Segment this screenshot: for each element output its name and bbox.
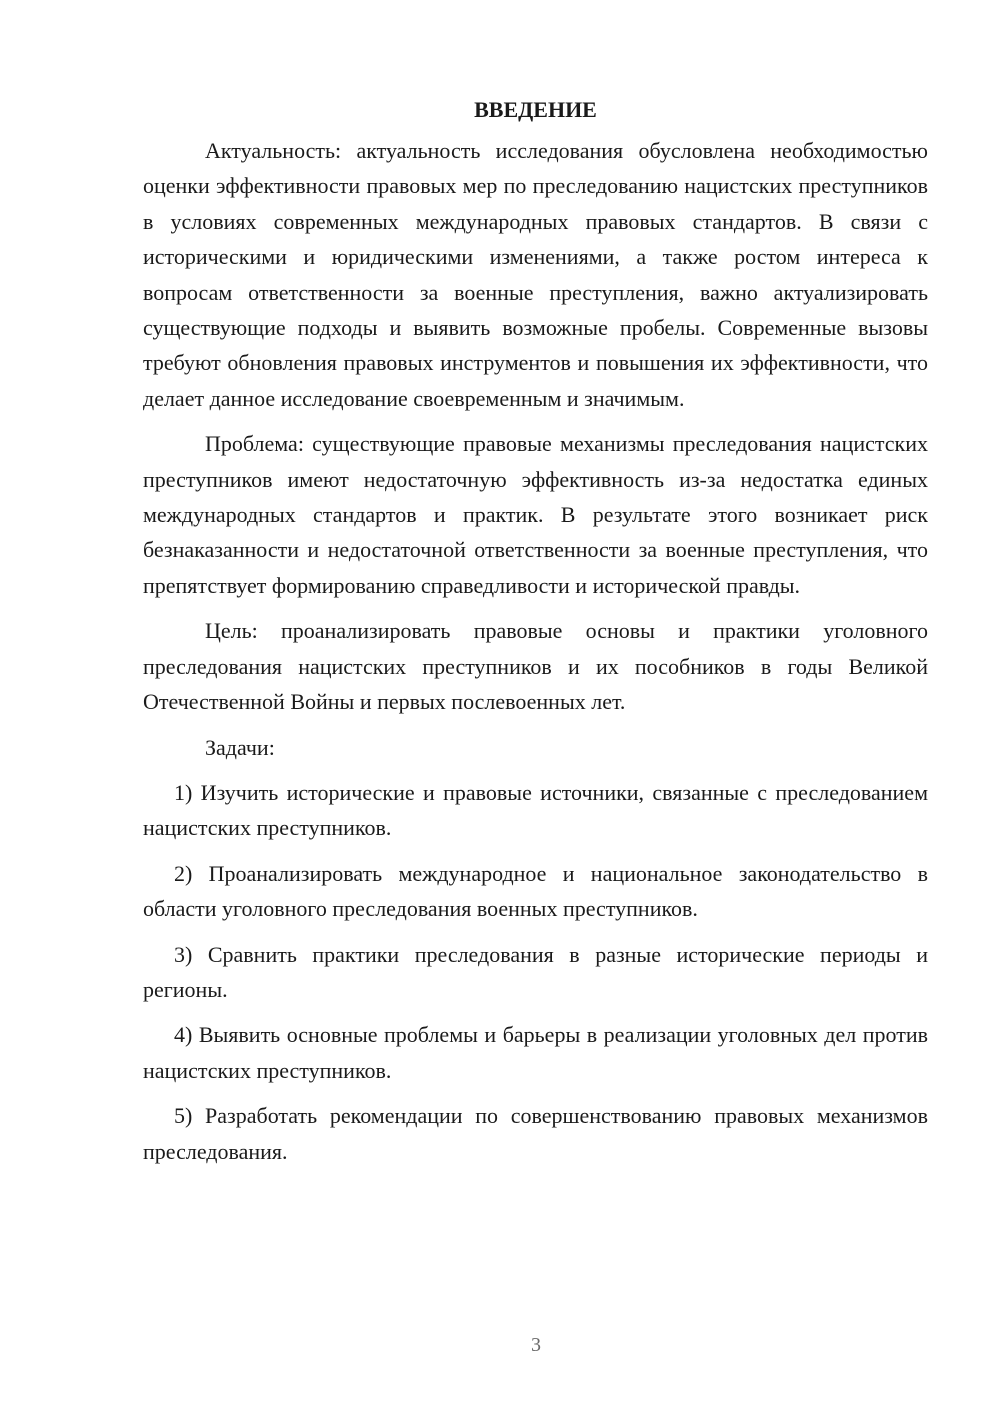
page-number: 3 [531, 1334, 541, 1356]
task-item-2: 2) Проанализировать международное и национальное законодательство в области уголовного преследования военных преступников. [143, 860, 928, 922]
paragraph-tasks-heading: Задачи: [205, 734, 275, 760]
task-item-4: 4) Выявить основные проблемы и барьеры в реализации уголовных дел против нацистских преступников. [143, 1022, 928, 1083]
paragraph-problem: Проблема: существующие правовые механизмы преследования нацистских преступников имеют недостаточную эффективность из-за недостатка единых международных стандартов и практик. В результате этого возникает риск безнаказанности и недостаточной ответственности за военные преступления, что препятствует формированию справедливости и исторической правды. [143, 431, 928, 598]
task-item-1: 1) Изучить исторические и правовые источники, связанные с преследованием нацистских преступников. [143, 779, 928, 841]
paragraph-goal: Цель: проанализировать правовые основы и практики уголовного преследования нацистских преступников и их пособников в годы Великой Отечественной Войны и первых послевоенных лет. [143, 618, 928, 715]
section-title: ВВЕДЕНИЕ [474, 97, 597, 122]
task-item-3: 3) Сравнить практики преследования в разные исторические периоды и регионы. [143, 941, 928, 1002]
document-page [143, 92, 928, 1179]
task-item-5: 5) Разработать рекомендации по совершенствованию правовых механизмов преследования. [143, 1103, 928, 1164]
paragraph-relevance: Актуальность: актуальность исследования обусловлена необходимостью оценки эффективности правовых мер по преследованию нацистских преступников в условиях современных международных правовых стандартов. В связи с историческими и юридическими изменениями, а также ростом интереса к вопросам ответственности за военные преступления, важно актуализировать существующие подходы и выявить возможные пробелы. Современные вызовы требуют обновления правовых инструментов и повышения их эффективности, что делает данное исследование своевременным и значимым. [143, 138, 928, 411]
